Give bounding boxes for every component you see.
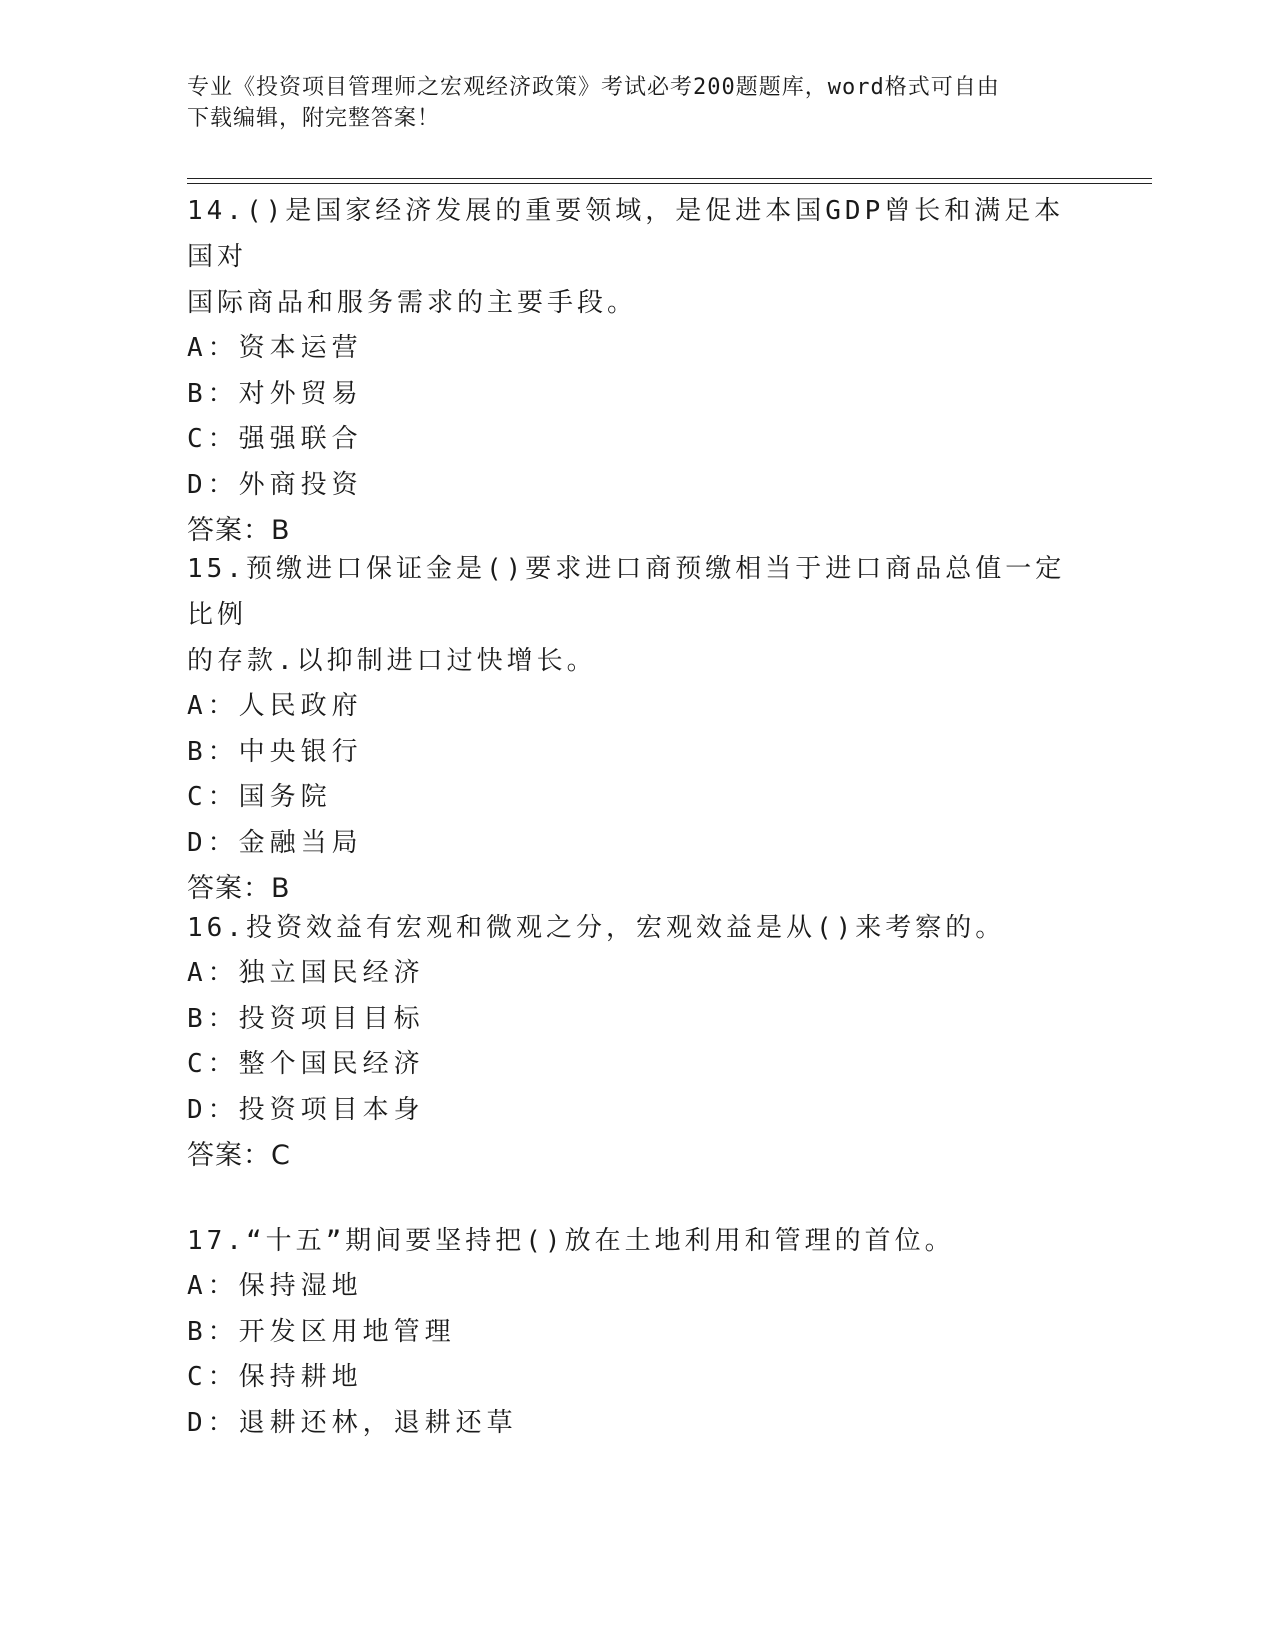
question-stem-line: 17.“十五”期间要坚持把()放在土地利用和管理的首位。	[187, 1226, 955, 1256]
answer: 答案：B	[187, 515, 291, 546]
header-divider-top	[187, 178, 1152, 179]
option-a: A：独立国民经济	[187, 958, 425, 988]
option-b: B：对外贸易	[187, 378, 363, 409]
option-c: C：国务院	[187, 782, 332, 812]
question-stem-line: 16.投资效益有宏观和微观之分，宏观效益是从()来考察的。	[187, 913, 1006, 943]
question-17	[187, 1218, 1087, 1446]
option-d: D：外商投资	[187, 469, 363, 500]
header-line-1: 专业《投资项目管理师之宏观经济政策》考试必考200题题库，word格式可自由	[187, 75, 1000, 100]
question-stem-line: 的存款.以抑制进口过快增长。	[187, 646, 597, 676]
option-c: C：强强联合	[187, 424, 363, 454]
question-15	[187, 546, 1087, 912]
option-c: C：保持耕地	[187, 1362, 363, 1392]
question-14	[187, 188, 1087, 554]
question-stem-line: 国际商品和服务需求的主要手段。	[187, 288, 638, 318]
option-a: A：保持湿地	[187, 1271, 363, 1301]
header-divider-bottom	[187, 183, 1152, 184]
answer: 答案：B	[187, 873, 291, 904]
question-stem-line: 15.预缴进口保证金是()要求进口商预缴相当于进口商品总值一定比例	[187, 554, 1066, 630]
answer: 答案：C	[187, 1140, 291, 1171]
question-16	[187, 905, 1087, 1179]
option-a: A：人民政府	[187, 691, 363, 721]
option-b: B：中央银行	[187, 736, 363, 767]
option-a: A：资本运营	[187, 333, 363, 363]
option-d: D：金融当局	[187, 827, 363, 858]
header-line-2: 下载编辑，附完整答案！	[187, 106, 441, 131]
option-d: D：投资项目本身	[187, 1094, 425, 1125]
option-b: B：开发区用地管理	[187, 1316, 456, 1347]
option-d: D：退耕还林，退耕还草	[187, 1407, 518, 1438]
document-header	[187, 72, 1067, 134]
question-stem-line: 14.()是国家经济发展的重要领域，是促进本国GDP曾长和满足本国对	[187, 196, 1065, 272]
option-b: B：投资项目目标	[187, 1003, 425, 1034]
option-c: C：整个国民经济	[187, 1049, 425, 1079]
